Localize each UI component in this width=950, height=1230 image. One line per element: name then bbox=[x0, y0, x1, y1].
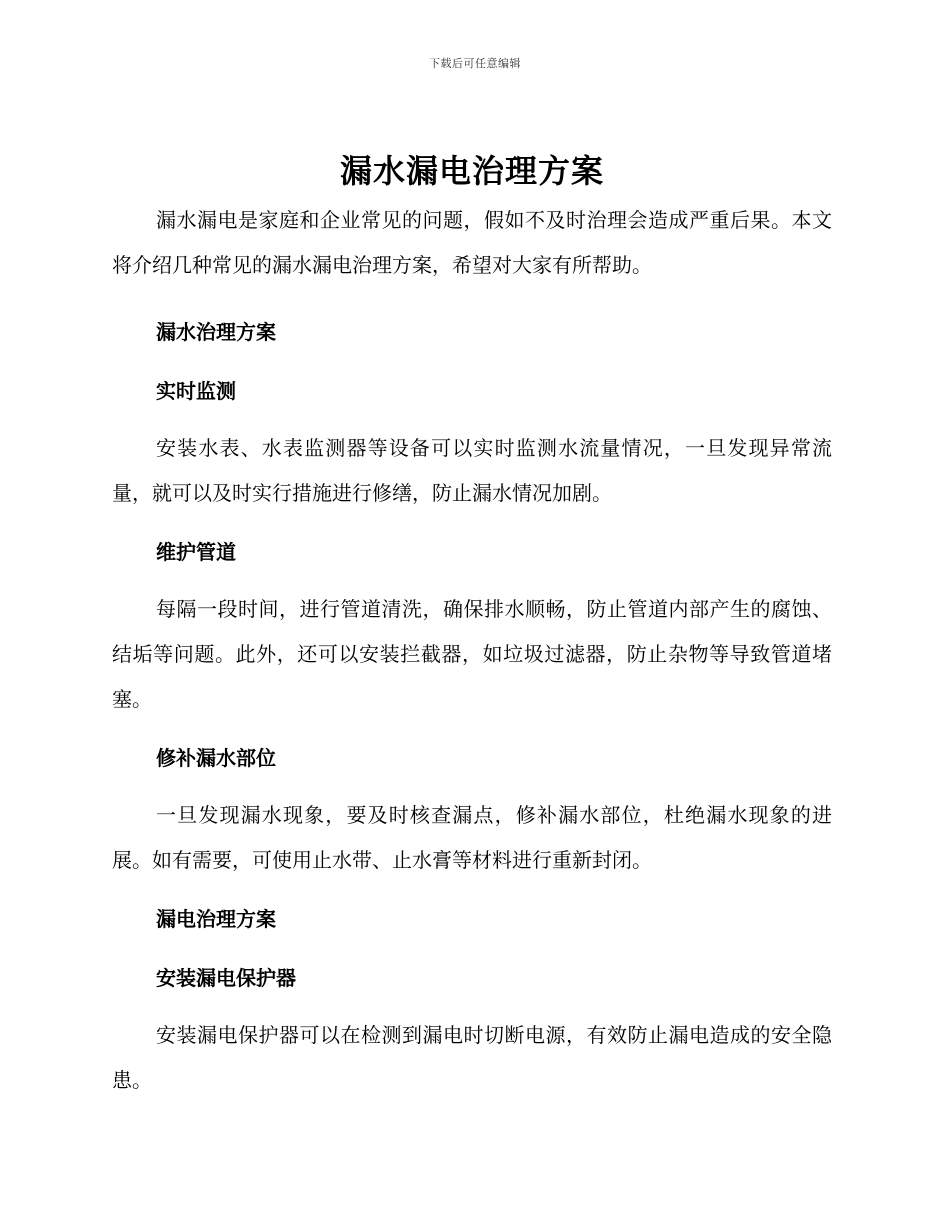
electric-section-heading: 漏电治理方案 bbox=[156, 907, 276, 931]
monitor-heading: 实时监测 bbox=[156, 379, 236, 403]
intro-paragraph: 漏水漏电是家庭和企业常见的问题，假如不及时治理会造成严重后果。本文将介绍几种常见的漏水漏电治理方案，希望对大家有所帮助。 bbox=[112, 208, 832, 277]
monitor-paragraph: 安装水表、水表监测器等设备可以实时监测水流量情况，一旦发现异常流量，就可以及时实行措施进行修缮，防止漏水情况加剧。 bbox=[112, 436, 832, 505]
repair-paragraph: 一旦发现漏水现象，要及时核查漏点，修补漏水部位，杜绝漏水现象的进展。如有需要，可使用止水带、止水膏等材料进行重新封闭。 bbox=[112, 803, 832, 872]
document-title: 漏水漏电治理方案 bbox=[339, 152, 604, 190]
water-section-heading: 漏水治理方案 bbox=[156, 320, 276, 344]
document-body bbox=[112, 148, 832, 1103]
protector-paragraph: 安装漏电保护器可以在检测到漏电时切断电源，有效防止漏电造成的安全隐患。 bbox=[112, 1023, 832, 1092]
header-note: 下载后可任意编辑 bbox=[429, 57, 521, 70]
protector-heading: 安装漏电保护器 bbox=[156, 966, 296, 990]
pipe-heading: 维护管道 bbox=[156, 540, 236, 564]
pipe-paragraph: 每隔一段时间，进行管道清洗，确保排水顺畅，防止管道内部产生的腐蚀、结垢等问题。此外，还可以安装拦截器，如垃圾过滤器，防止杂物等导致管道堵塞。 bbox=[112, 597, 832, 711]
repair-heading: 修补漏水部位 bbox=[156, 746, 276, 770]
